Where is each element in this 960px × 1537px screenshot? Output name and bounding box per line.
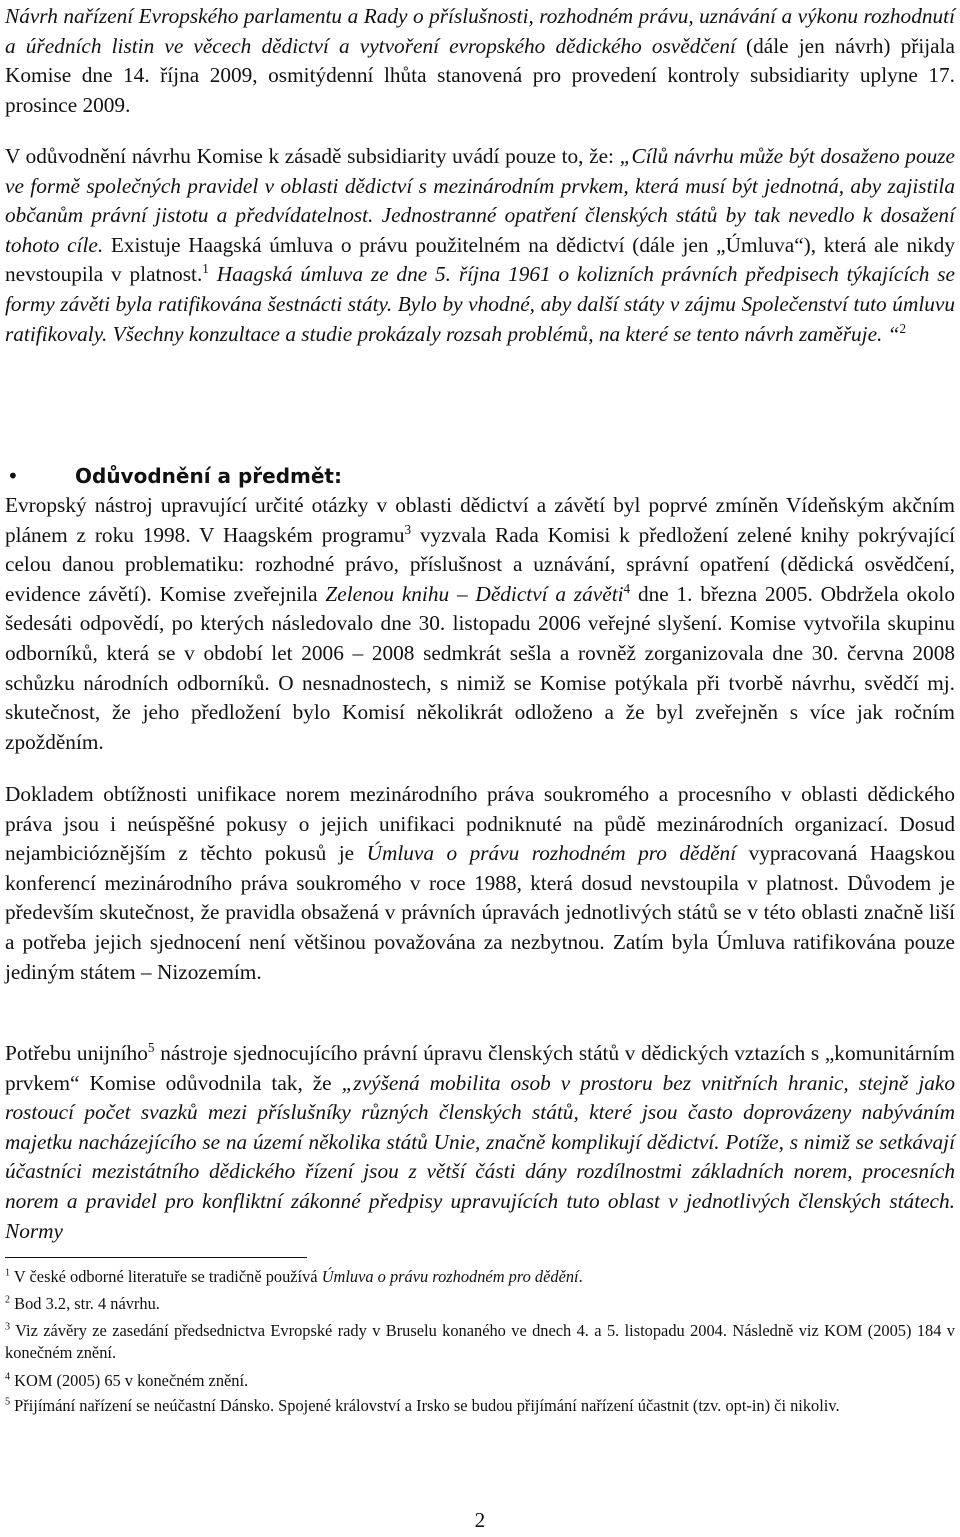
subsidiarity-quote-2: Haagská úmluva ze dne 5. října 1961 o kolizních právních předpisech týkajících se formy závěti byla ratifikována šestnácti státy. Bylo by vhodné, aby další státy v zájmu Společenství tuto úmluvu ratifikovaly. Všechny konzultace a studie prokázaly rozsah problémů, na které se tento návrh zaměřuje. (5, 262, 955, 346)
unification-text-2: vypracovaná Haagskou konferencí mezinárodního práva soukromého v roce 1988, která dosud nevstoupila v platnost. Důvodem je především skutečnost, že pravidla obsažená v právních úpravách jednotlivých států se v této oblasti značně liší a potřeba jejich sjednocení není většinou považována za nezbytnou. Zatím byla Úmluva ratifikována pouze jediným státem – Nizozemím. (5, 841, 956, 984)
history-text-2: vyzvala Rada Komisi k předložení zelené knihy pokrývající celou danou problematiku: rozhodné právo, příslušnost a uznávání, správní opatření (dědická osvědčení, evidence závětí). Komise zveřejnila (5, 522, 955, 606)
footnote-text: KOM (2005) 65 v konečném znění. (10, 1371, 249, 1390)
footnote-number: 3 (5, 1321, 11, 1333)
footnote-ref-4: 4 (623, 580, 631, 596)
need-text-1: Potřebu unijního (5, 1041, 148, 1065)
history-text-1: Evropský nástroj upravující určité otázky v oblasti dědictví a závětí byl poprvé zmíněn Vídeňským akčním plánem z roku 1998. V Haagském programu (5, 493, 955, 547)
footnote-text-end: . (578, 1267, 583, 1286)
section-heading-text: Odůvodnění a předmět: (75, 464, 342, 488)
need-paragraph (5, 1039, 955, 1246)
proposal-title: Návrh nařízení Evropského parlamentu a Rady o příslušnosti, rozhodném právu, uznávání a výkonu rozhodnutí a úředních listin ve věcech dědictví a vytvoření evropského dědického osvědčení (5, 4, 955, 58)
history-paragraph (5, 491, 955, 757)
bullet-icon: • (7, 464, 19, 488)
footnote-ref-5: 5 (147, 1039, 155, 1055)
quote-close: “ (882, 321, 900, 346)
footnote-1 (5, 1266, 955, 1288)
footnote-number: 5 (5, 1396, 11, 1408)
convention-title: Úmluva o právu rozhodném pro dědění (366, 841, 737, 866)
footnote-ref-1: 1 (202, 261, 209, 277)
subsidiarity-paragraph (5, 142, 955, 349)
footnote-italic: Úmluva o právu rozhodném pro dědění (321, 1267, 579, 1286)
subsidiarity-text-2: Existuje Haagská úmluva o právu použitelném na dědictví (dále jen „Úmluva“), která ale nikdy nevstoupila v platnost. (5, 232, 955, 287)
footnote-separator (5, 1257, 307, 1258)
intro-paragraph (5, 2, 955, 120)
subsidiarity-quote: „Cílů návrhu může být dosaženo pouze ve formě společných pravidel v oblasti dědictví s mezinárodním prvkem, která musí být jednotná, aby zajistila občanům právní jistotu a předvídatelnost. Jednostranné opatření členských států by tak nevedlo k dosažení tohoto cíle. (5, 144, 955, 257)
footnote-text: Přijímání nařízení se neúčastní Dánsko. Spojené království a Irsko se budou přijímání nařízení účastnit (tzv. opt-in) či nikoliv. (10, 1396, 840, 1415)
footnote-number: 2 (5, 1294, 11, 1306)
footnote-3 (5, 1320, 955, 1364)
intro-text: (dále jen návrh) přijala Komise dne 14. října 2009, osmitýdenní lhůta stanovená pro provedení kontroly subsidiarity uplyne 17. prosince 2009. (5, 33, 955, 117)
unification-paragraph (5, 780, 955, 987)
footnote-4 (5, 1370, 955, 1392)
footnote-5 (5, 1395, 955, 1417)
subsidiarity-text: V odůvodnění návrhu Komise k zásadě subsidiarity uvádí pouze to, že: (5, 144, 620, 168)
section-heading (5, 462, 955, 492)
unification-text-1: Dokladem obtížnosti unifikace norem mezinárodního práva soukromého a procesního v oblasti dědického práva jsou i neúspěšné pokusy o jejich unifikaci podniknuté na půdě mezinárodních organizací. Dosud nejambicióznějším z těchto pokusů je (5, 782, 955, 866)
history-text-3: dne 1. března 2005. Obdržela okolo šedesáti odpovědí, po kterých následovalo dne 30. listopadu 2006 veřejné slyšení. Komise vytvořila skupinu odborníků, která se v období let 2006 – 2008 sedmkrát sešla a rovněž zorganizovala dne 30. června 2008 schůzku národních odborníků. O nesnadnostech, s nimiž se Komise potýkala při tvorbě návrhu, svědčí mj. skutečnost, že jeho předložení bylo Komisí několikrát odloženo a že byl zveřejněn s více jak ročním zpožděním. (5, 581, 955, 754)
footnote-number: 4 (5, 1371, 11, 1383)
footnote-text: V české odborné literatuře se tradičně používá (10, 1267, 322, 1286)
need-text-2: nástroje sjednocujícího právní úpravu členských států v dědických vztazích s „komunitárním prvkem“ Komise odůvodnila tak, že (5, 1041, 955, 1095)
green-paper-title: Zelenou knihu – Dědictví a závěti (325, 581, 624, 606)
page-number: 2 (474, 1508, 486, 1532)
footnote-ref-2: 2 (899, 320, 907, 336)
footnote-2 (5, 1293, 955, 1315)
footnote-text: Bod 3.2, str. 4 návrhu. (10, 1294, 160, 1313)
footnote-text: Viz závěry ze zasedání předsednictva Evropské rady v Bruselu konaného ve dnech 4. a 5. listopadu 2004. Následně viz KOM (2005) 184 v konečném znění. (5, 1321, 955, 1362)
footnote-ref-3: 3 (404, 521, 412, 537)
footnote-number: 1 (5, 1267, 11, 1279)
need-quote: „zvýšená mobilita osob v prostoru bez vnitřních hranic, stejně jako rostoucí počet svazků mezi příslušníky různých členských států, které jsou často doprovázeny nabýváním majetku nacházejícího se na území několika států Unie, značně komplikují dědictví. Potíže, s nimiž se setkávají účastníci mezistátního dědického řízení jsou z větší části dány rozdílnostmi základních norem, procesních norem a pravidel pro konfliktní zákonné předpisy upravujících tuto oblast v jednotlivých členských státech. Normy (5, 1070, 955, 1243)
